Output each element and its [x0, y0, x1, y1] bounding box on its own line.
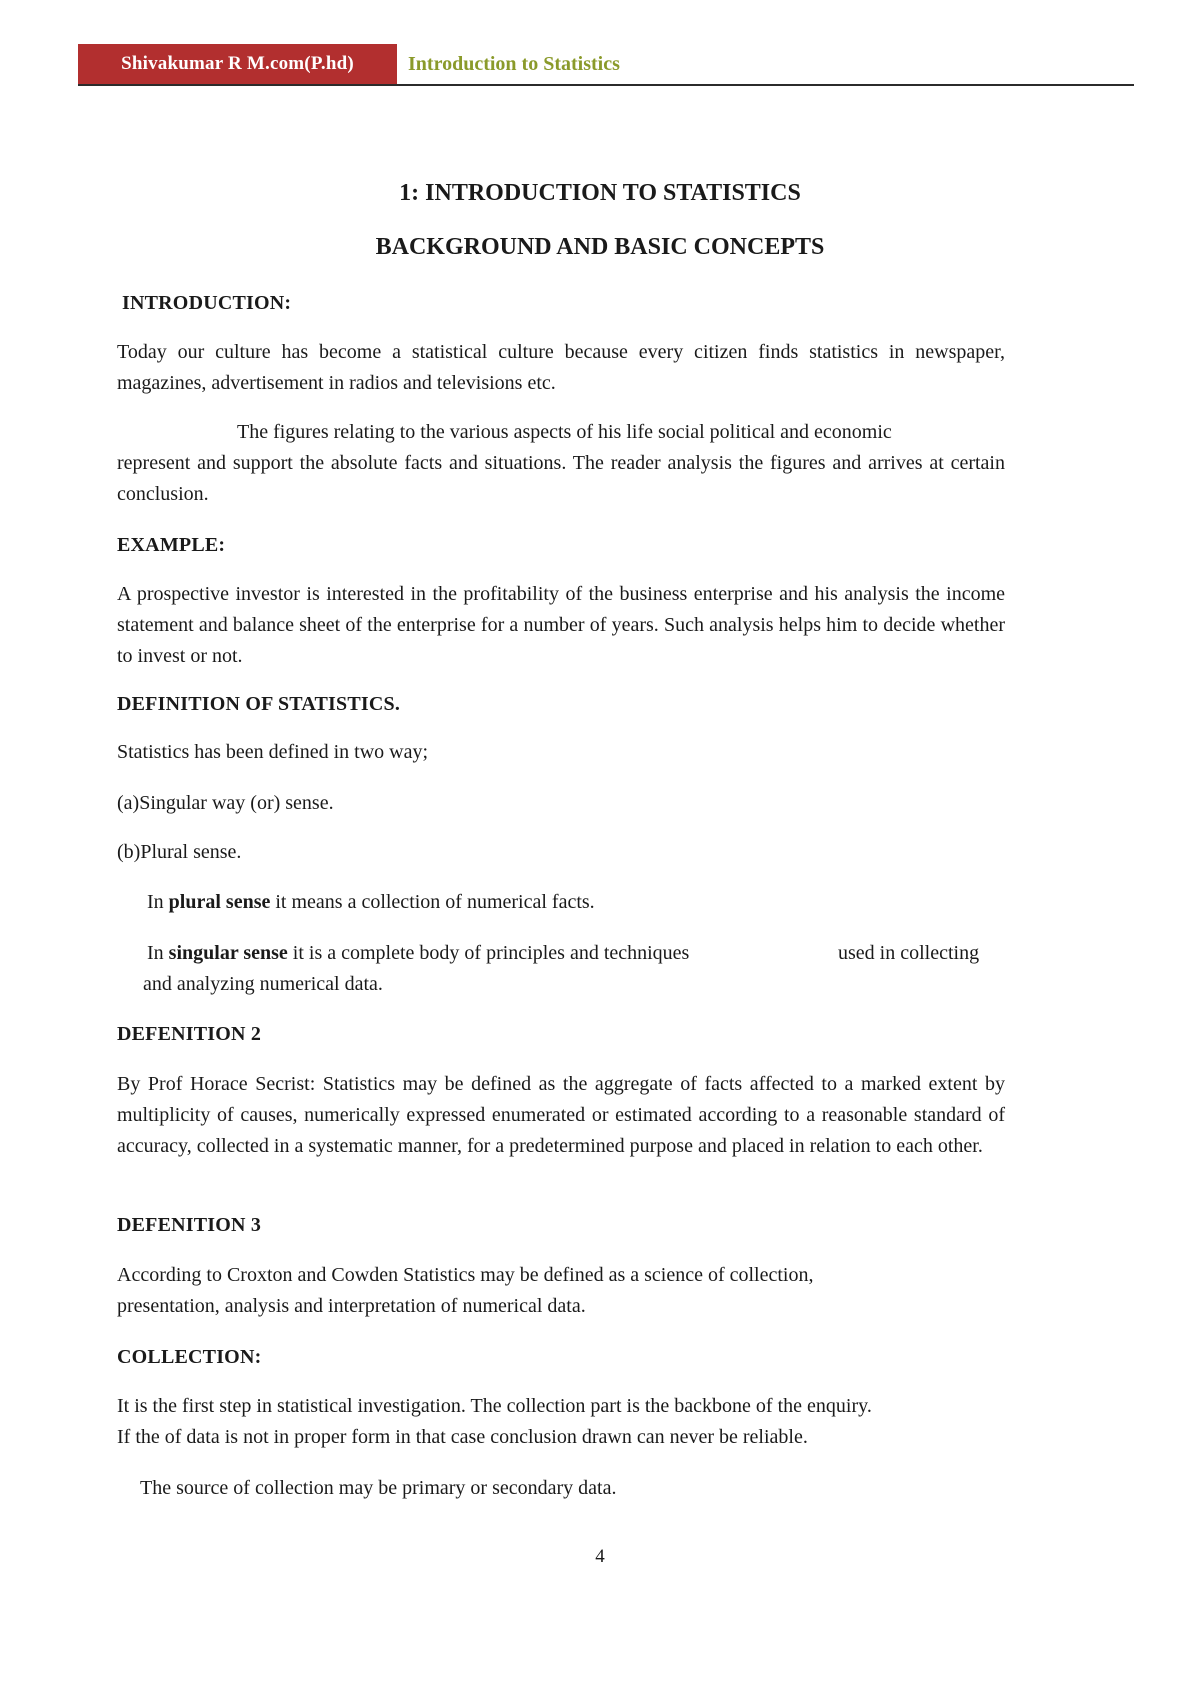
introduction-paragraph-1: Today our culture has become a statistical culture because every citizen finds statistics in newspaper, magazines, advertisement in radios and televisions etc.	[117, 341, 1005, 394]
header-title: Introduction to Statistics	[408, 53, 620, 75]
definition-item-a: (a)Singular way (or) sense.	[117, 792, 334, 814]
singular-sense-term: singular sense	[168, 942, 288, 964]
collection-line-2: If the of data is not in proper form in that case conclusion drawn can never be reliable.	[117, 1426, 808, 1448]
definition-2-paragraph: By Prof Horace Secrist: Statistics may be defined as the aggregate of facts affected to a marked extent by multiplicity of causes, numerically expressed enumerated or estimated according to a reasonable standard of accuracy, collected in a systematic manner, for a predetermined purpose and placed in relation to each other.	[117, 1073, 1005, 1157]
plural-prefix: In	[147, 891, 169, 913]
chapter-title: 1: INTRODUCTION TO STATISTICS	[399, 180, 801, 206]
singular-sense-tail: used in collecting	[838, 942, 980, 964]
example-heading: EXAMPLE:	[117, 534, 226, 556]
page-number: 4	[595, 1546, 605, 1567]
definition-3-line-2: presentation, analysis and interpretation of numerical data.	[117, 1295, 586, 1317]
introduction-paragraph-2: represent and support the absolute facts and situations. The reader analysis the figures and arrives at certain conclusion.	[117, 452, 1005, 505]
introduction-paragraph-2-first-line: The figures relating to the various aspects of his life social political and economic	[237, 421, 892, 443]
collection-heading: COLLECTION:	[117, 1346, 262, 1368]
singular-sense-continuation: and analyzing numerical data.	[143, 973, 383, 995]
collection-line-1: It is the first step in statistical investigation. The collection part is the backbone of the enquiry.	[117, 1395, 872, 1417]
page-header	[78, 44, 1134, 86]
singular-rest: it is a complete body of principles and techniques	[287, 942, 690, 964]
example-paragraph: A prospective investor is interested in the profitability of the business enterprise and his analysis the income statement and balance sheet of the enterprise for a number of years. Such analysis helps him to decide whether to invest or not.	[117, 583, 1005, 667]
singular-sense-definition	[147, 938, 689, 969]
definition-item-b: (b)Plural sense.	[117, 841, 242, 863]
definition-3-line-1: According to Croxton and Cowden Statistics may be defined as a science of collection,	[117, 1264, 814, 1286]
plural-sense-definition	[147, 887, 595, 918]
collection-line-3: The source of collection may be primary or secondary data.	[140, 1477, 617, 1499]
introduction-heading: INTRODUCTION:	[122, 292, 292, 314]
singular-prefix: In	[147, 942, 169, 964]
definition-intro: Statistics has been defined in two way;	[117, 741, 429, 763]
chapter-subtitle: BACKGROUND AND BASIC CONCEPTS	[375, 234, 825, 260]
plural-rest: it means a collection of numerical facts.	[270, 891, 595, 913]
definition-3-heading: DEFENITION 3	[117, 1214, 262, 1236]
header-author: Shivakumar R M.com(P.hd)	[78, 44, 397, 84]
plural-sense-term: plural sense	[168, 891, 271, 913]
definition-heading: DEFINITION OF STATISTICS.	[117, 693, 401, 715]
definition-2-heading: DEFENITION 2	[117, 1023, 262, 1045]
